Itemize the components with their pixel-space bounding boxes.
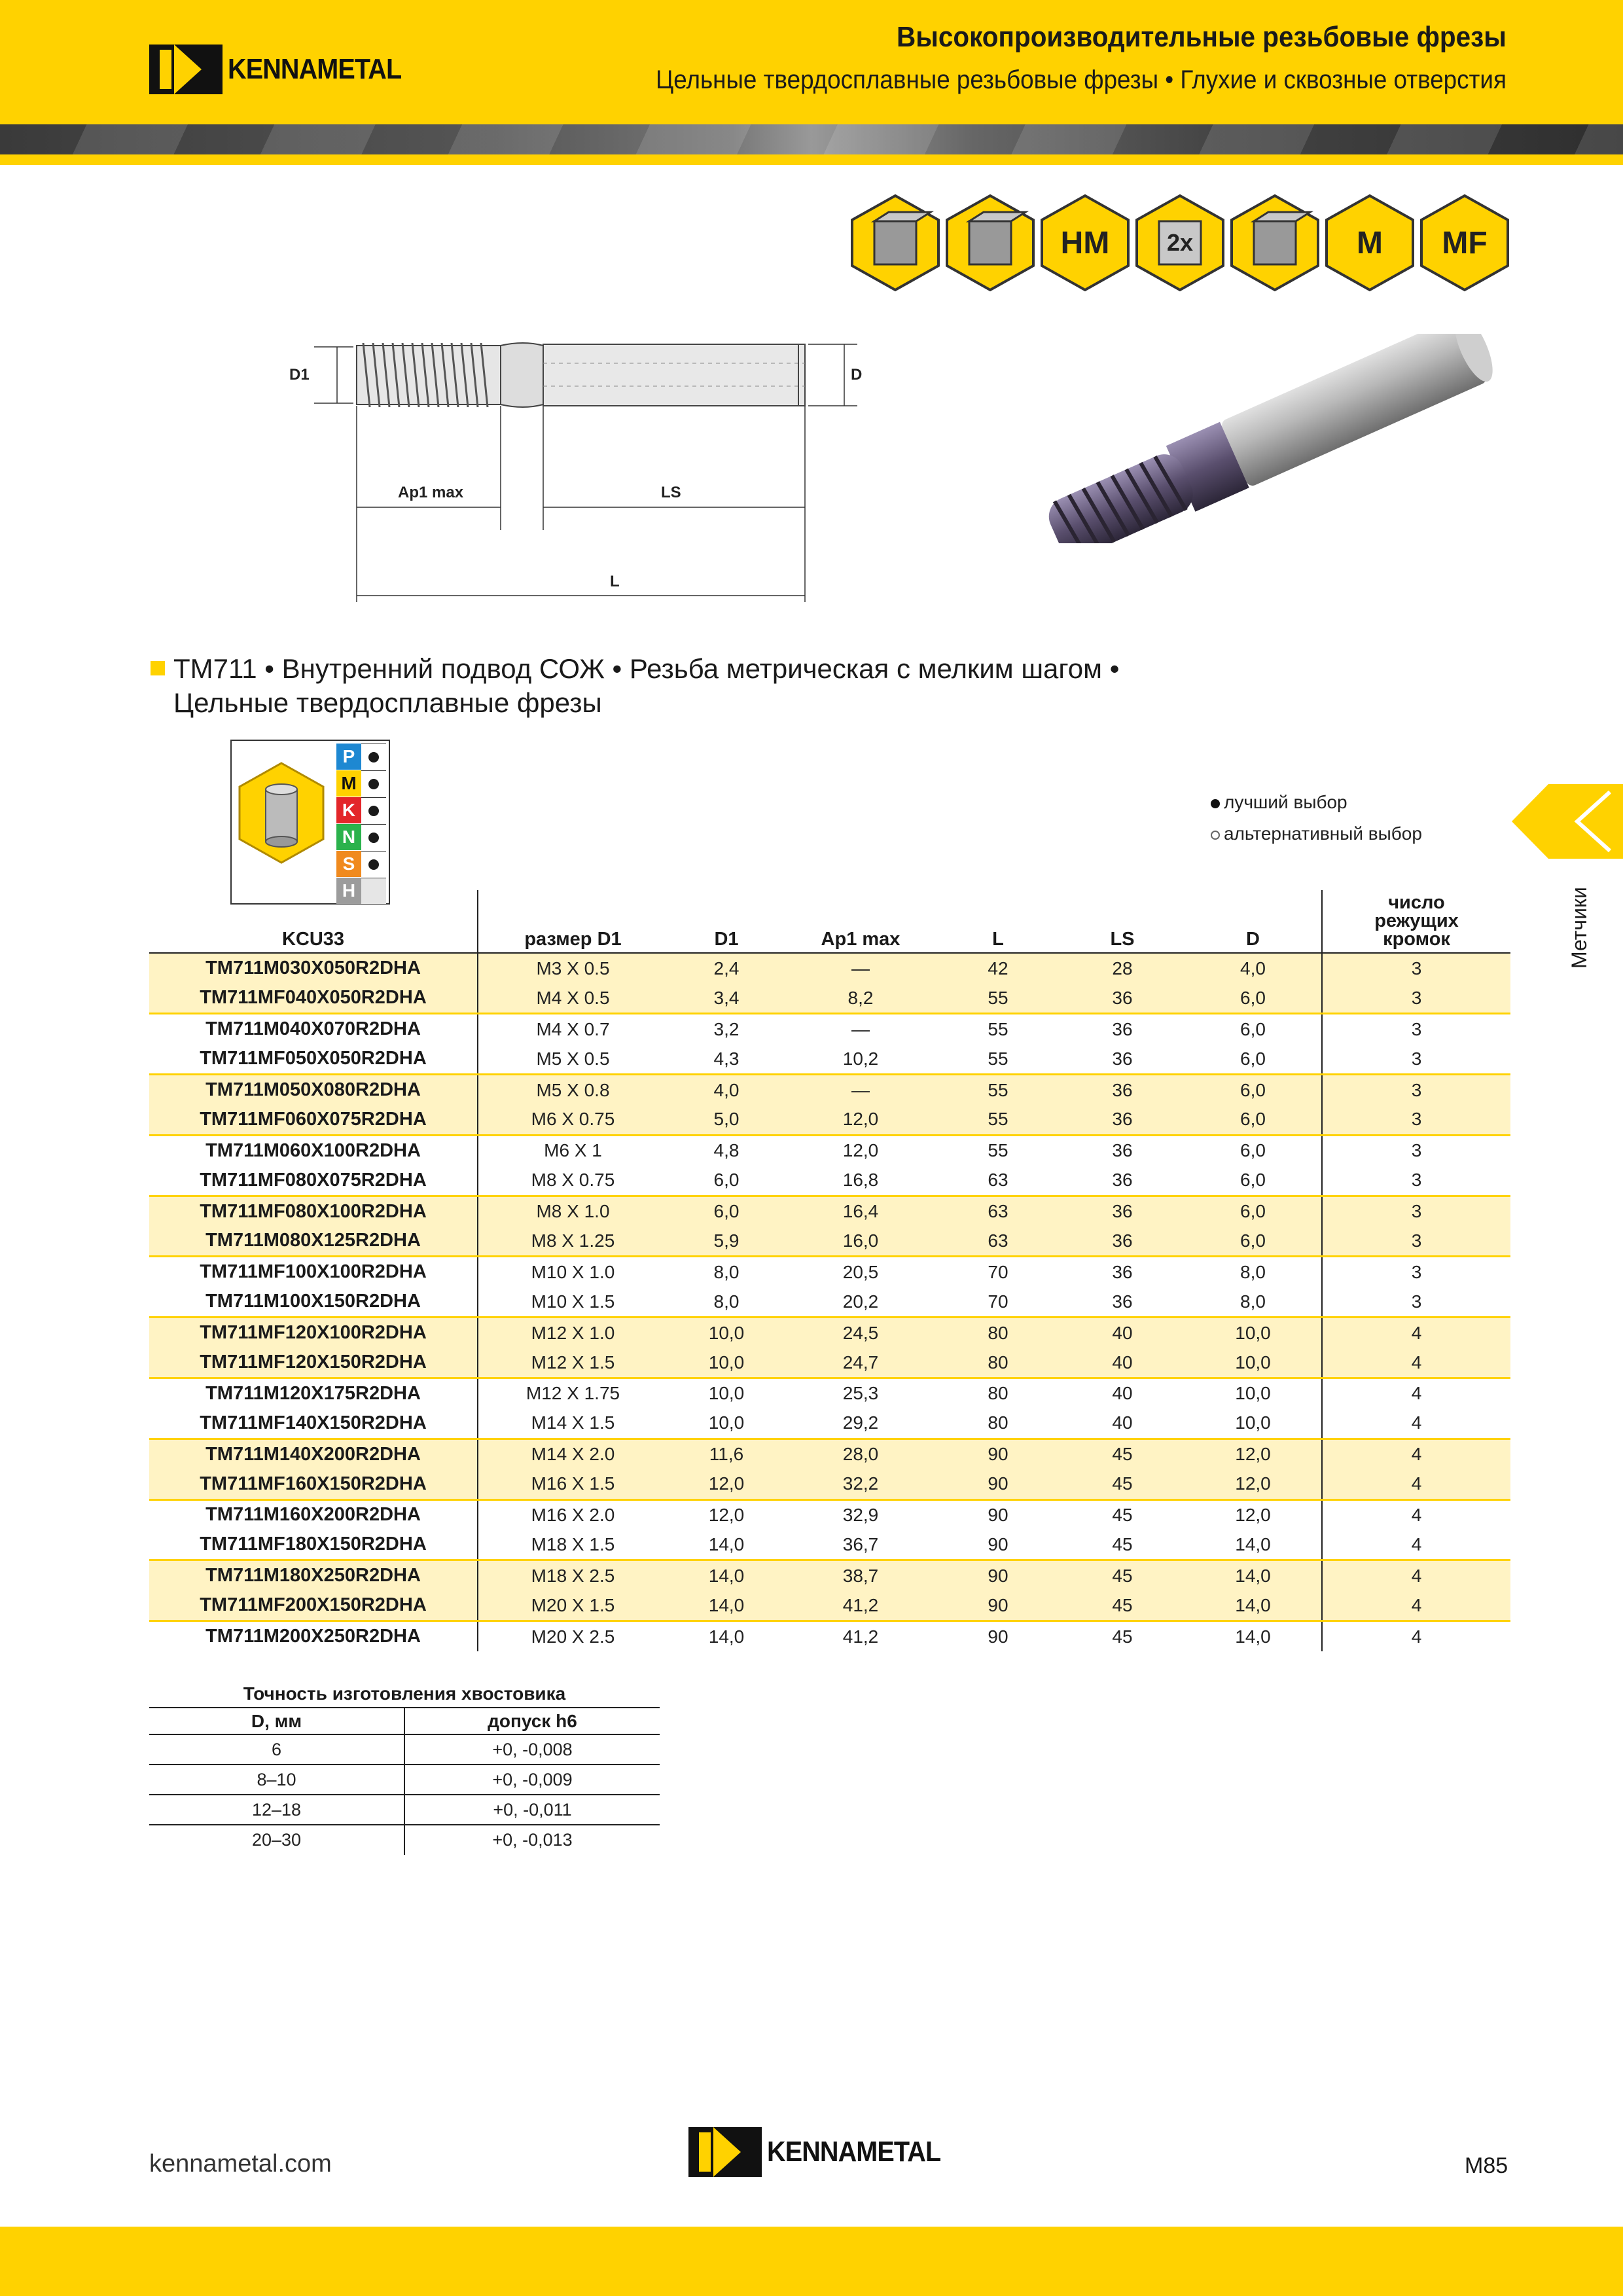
tolerance-row: [149, 1795, 660, 1825]
table-cell: M18 X 2.5: [478, 1560, 668, 1590]
table-cell: 4,3: [668, 1044, 785, 1074]
table-cell: 90: [936, 1560, 1060, 1590]
col-header: KCU33: [149, 890, 478, 953]
table-cell: 4: [1322, 1560, 1510, 1590]
table-cell: 6,0: [1185, 1014, 1322, 1044]
table-cell: 4: [1322, 1408, 1510, 1439]
table-cell: 45: [1060, 1439, 1185, 1469]
table-cell: TM711M160X200R2DHA: [149, 1499, 478, 1530]
table-cell: 10,0: [668, 1348, 785, 1378]
table-cell: 63: [936, 1227, 1060, 1257]
table-cell: 28,0: [785, 1439, 936, 1469]
table-cell: 4: [1322, 1590, 1510, 1621]
table-cell: 25,3: [842, 1383, 879, 1404]
table-cell: 10,0: [1185, 1408, 1322, 1439]
material-k: K: [336, 797, 361, 823]
tolerance-caption: Точность изготовления хвостовика: [149, 1683, 660, 1708]
table-cell: 14,0: [1185, 1621, 1322, 1651]
table-cell: 4: [1322, 1469, 1510, 1499]
icon-label: MF: [1442, 225, 1488, 260]
table-cell: 3: [1322, 1227, 1510, 1257]
table-cell: 3,2: [713, 1018, 740, 1039]
table-cell: M4 X 0.7: [536, 1018, 610, 1039]
table-cell: 63: [936, 1166, 1060, 1196]
table-cell: M20 X 1.5: [478, 1590, 668, 1621]
table-cell: 45: [1060, 1560, 1185, 1590]
table-cell: 10,0: [668, 1408, 785, 1439]
table-cell: TM711MF060X075R2DHA: [149, 1105, 478, 1135]
table-cell: 10,0: [1185, 1318, 1322, 1348]
table-row: [149, 1257, 1510, 1287]
table-cell: 10,0: [1185, 1348, 1322, 1378]
table-cell: 24,7: [785, 1348, 936, 1378]
footer-band: [0, 2227, 1623, 2296]
table-cell: 4: [1411, 1504, 1422, 1525]
table-cell: 12,0: [785, 1105, 936, 1135]
col-header: число режущих кромок: [1322, 890, 1510, 953]
table-cell: 4: [1322, 1318, 1510, 1348]
table-cell: 36: [1060, 1196, 1185, 1226]
table-cell: TM711MF080X100R2DHA: [149, 1196, 478, 1226]
table-cell: TM711M080X125R2DHA: [149, 1227, 478, 1257]
table-cell: 12,0: [668, 1469, 785, 1499]
table-cell: 12,0: [708, 1504, 745, 1525]
table-cell: +0, -0,011: [404, 1795, 660, 1825]
side-tab-label: Метчики: [1567, 887, 1591, 969]
table-cell: 6: [149, 1734, 404, 1765]
legend-best: лучший выбор: [1211, 792, 1347, 813]
filled-dot-icon: [368, 779, 379, 789]
table-cell: TM711M140X200R2DHA: [149, 1439, 478, 1469]
table-cell: 4: [1322, 1348, 1510, 1378]
table-cell: 55: [988, 1018, 1008, 1039]
table-cell: 28: [1060, 953, 1185, 983]
hm-icon: [1039, 194, 1131, 292]
table-cell: 41,2: [785, 1590, 936, 1621]
table-cell: 4: [1411, 1626, 1422, 1647]
table-cell: 36: [1060, 1227, 1185, 1257]
table-cell: M4 X 0.5: [478, 983, 668, 1013]
table-cell: 16,0: [785, 1227, 936, 1257]
table-cell: TM711M180X250R2DHA: [149, 1560, 478, 1590]
table-cell: 8,0: [1185, 1257, 1322, 1287]
table-cell: 80: [936, 1348, 1060, 1378]
table-cell: 80: [988, 1383, 1008, 1404]
section-title: TM711 • Внутренний подвод СОЖ • Резьба метрическая с мелким шагом • Цельные твердосплавные фрезы: [173, 653, 1120, 718]
section-bullet: [151, 661, 165, 675]
table-cell: TM711M120X175R2DHA: [149, 1378, 478, 1408]
table-cell: 24,5: [785, 1318, 936, 1348]
col-header: D, мм: [149, 1708, 404, 1734]
table-cell: M14 X 1.5: [478, 1408, 668, 1439]
filled-dot-icon: [1211, 799, 1220, 808]
filled-dot-icon: [368, 859, 379, 870]
logo-text: KENNAMETAL: [767, 2136, 941, 2168]
table-cell: 20,2: [785, 1287, 936, 1317]
tool-outline: [357, 343, 805, 407]
table-cell: 42: [936, 953, 1060, 983]
table-cell: 6,0: [1185, 1075, 1322, 1105]
table-cell: 6,0: [668, 1166, 785, 1196]
table-cell: 4,0: [668, 1075, 785, 1105]
table-cell: 36: [1060, 1166, 1185, 1196]
table-row: [149, 1439, 1510, 1469]
table-cell: 8–10: [149, 1765, 404, 1795]
footer-logo: [688, 2127, 960, 2177]
table-row: [149, 1530, 1510, 1560]
table-cell: TM711M200X250R2DHA: [149, 1621, 478, 1651]
table-cell: 10,2: [785, 1044, 936, 1074]
table-cell: TM711MF050X050R2DHA: [149, 1044, 478, 1074]
mf-thread-icon: [1419, 194, 1510, 292]
material-s: S: [336, 851, 361, 877]
dim-label-d1: D1: [289, 366, 310, 384]
kennametal-logo: [149, 45, 421, 94]
table-cell: 80: [936, 1318, 1060, 1348]
table-cell: M12 X 1.5: [478, 1348, 668, 1378]
table-cell: 90: [936, 1590, 1060, 1621]
table-cell: 11,6: [668, 1439, 785, 1469]
table-cell: 36: [1112, 1140, 1133, 1161]
table-cell: TM711M100X150R2DHA: [149, 1287, 478, 1317]
table-cell: TM711M050X080R2DHA: [149, 1075, 478, 1105]
table-cell: M5 X 0.8: [478, 1075, 668, 1105]
table-cell: M10 X 1.0: [531, 1261, 615, 1282]
material-rating: [361, 797, 386, 823]
table-row: [149, 1318, 1510, 1348]
dim-label-d: D: [851, 366, 863, 384]
material-m: M: [336, 770, 361, 797]
table-cell: TM711MF120X150R2DHA: [149, 1348, 478, 1378]
table-cell: 14,0: [1185, 1590, 1322, 1621]
page-number: M85: [1465, 2153, 1508, 2178]
table-cell: 12,0: [1185, 1469, 1322, 1499]
table-cell: M5 X 0.5: [478, 1044, 668, 1074]
table-cell: 6,0: [1185, 983, 1322, 1013]
footer-url[interactable]: kennametal.com: [149, 2150, 332, 2178]
table-cell: 36: [1060, 1105, 1185, 1135]
material-p: P: [336, 744, 361, 770]
table-row: [149, 1287, 1510, 1317]
col-header: размер D1: [478, 890, 668, 953]
table-row: [149, 1621, 1510, 1651]
table-cell: 3: [1322, 1166, 1510, 1196]
table-cell: 14,0: [1185, 1560, 1322, 1590]
table-cell: TM711MF120X100R2DHA: [149, 1318, 478, 1348]
table-cell: M16 X 1.5: [478, 1469, 668, 1499]
k-logo-icon: [688, 2127, 762, 2177]
col-header: D1: [668, 890, 785, 953]
material-rating: [361, 824, 386, 850]
table-cell: 3: [1322, 953, 1510, 983]
table-cell: 36: [1060, 1287, 1185, 1317]
tolerance-header-row: [149, 1708, 660, 1734]
table-cell: M8 X 1.25: [478, 1227, 668, 1257]
icon-label: 2x: [1166, 229, 1194, 256]
table-cell: 12,0: [1185, 1499, 1322, 1530]
table-cell: 4: [1411, 1383, 1422, 1404]
table-cell: TM711MF180X150R2DHA: [149, 1530, 478, 1560]
table-cell: —: [785, 953, 936, 983]
icon-label: M: [1357, 225, 1383, 260]
table-cell: 40: [1060, 1408, 1185, 1439]
table-cell: 90: [988, 1626, 1008, 1647]
table-cell: 55: [936, 1075, 1060, 1105]
page-title: Высокопроизводительные резьбовые фрезы: [897, 21, 1507, 53]
table-cell: 41,2: [842, 1626, 879, 1647]
table-cell: 36: [1112, 1018, 1133, 1039]
tolerance-row: [149, 1734, 660, 1765]
table-cell: 63: [936, 1196, 1060, 1226]
material-rating: [361, 770, 386, 797]
table-cell: M12 X 1.0: [478, 1318, 668, 1348]
table-row: [149, 1348, 1510, 1378]
table-cell: 4,8: [713, 1140, 740, 1161]
table-cell: 5,0: [668, 1105, 785, 1135]
table-cell: 4: [1322, 1439, 1510, 1469]
table-cell: 45: [1112, 1626, 1133, 1647]
table-cell: M10 X 1.5: [478, 1287, 668, 1317]
table-row: [149, 1560, 1510, 1590]
table-row: [149, 1105, 1510, 1135]
table-cell: 8,0: [1185, 1287, 1322, 1317]
table-cell: 4: [1322, 1530, 1510, 1560]
table-row: [149, 953, 1510, 983]
blind-hole-thread-icon: [849, 194, 941, 292]
table-row: [149, 1075, 1510, 1105]
filled-dot-icon: [368, 833, 379, 843]
table-cell: 29,2: [785, 1408, 936, 1439]
filled-dot-icon: [368, 806, 379, 816]
table-cell: 32,9: [842, 1504, 879, 1525]
k-logo-icon: [149, 45, 223, 94]
table-cell: 14,0: [668, 1590, 785, 1621]
material-h: H: [336, 878, 361, 904]
m-thread-icon: [1324, 194, 1416, 292]
table-cell: 16,4: [785, 1196, 936, 1226]
table-cell: 40: [1060, 1318, 1185, 1348]
table-cell: 14,0: [668, 1560, 785, 1590]
table-row: [149, 1196, 1510, 1226]
material-n: N: [336, 824, 361, 850]
table-cell: TM711MF160X150R2DHA: [149, 1469, 478, 1499]
product-table: [149, 890, 1510, 1651]
table-cell: 8,0: [668, 1287, 785, 1317]
table-cell: 36: [1060, 983, 1185, 1013]
table-cell: 10,0: [668, 1318, 785, 1348]
table-cell: 3: [1411, 1261, 1422, 1282]
table-cell: 45: [1060, 1530, 1185, 1560]
table-cell: 12–18: [149, 1795, 404, 1825]
table-cell: TM711MF140X150R2DHA: [149, 1408, 478, 1439]
dim-label-ls: LS: [661, 484, 681, 501]
table-cell: 36,7: [785, 1530, 936, 1560]
table-cell: TM711M030X050R2DHA: [149, 953, 478, 983]
table-cell: 5,9: [668, 1227, 785, 1257]
table-cell: 32,2: [785, 1469, 936, 1499]
table-cell: 3: [1322, 1196, 1510, 1226]
table-cell: 45: [1060, 1590, 1185, 1621]
col-header: допуск h6: [404, 1708, 660, 1734]
table-cell: 36: [1112, 1261, 1133, 1282]
table-cell: +0, -0,009: [404, 1765, 660, 1795]
logo-text: KENNAMETAL: [228, 53, 402, 85]
icon-label: HM: [1060, 225, 1110, 260]
table-cell: 90: [936, 1530, 1060, 1560]
table-cell: 40: [1060, 1348, 1185, 1378]
table-cell: 55: [936, 1105, 1060, 1135]
legend-alt: альтернативный выбор: [1211, 823, 1422, 844]
table-cell: M20 X 2.5: [531, 1626, 615, 1647]
table-cell: 16,8: [785, 1166, 936, 1196]
internal-coolant-icon: [1229, 194, 1321, 292]
table-cell: 70: [936, 1287, 1060, 1317]
table-cell: 20,5: [842, 1261, 879, 1282]
table-cell: M12 X 1.75: [526, 1383, 620, 1404]
filled-dot-icon: [368, 752, 379, 762]
table-cell: 6,0: [1185, 1196, 1322, 1226]
material-rating: [361, 851, 386, 877]
table-cell: 6,0: [1185, 1166, 1322, 1196]
table-row: [149, 1499, 1510, 1530]
table-cell: 10,0: [1185, 1378, 1322, 1408]
table-row: [149, 983, 1510, 1013]
table-cell: 6,0: [1185, 1044, 1322, 1074]
tolerance-table: [149, 1683, 660, 1855]
table-cell: TM711M060X100R2DHA: [149, 1135, 478, 1165]
grade-icon: [236, 761, 327, 865]
table-cell: 90: [936, 1439, 1060, 1469]
table-cell: —: [785, 1075, 936, 1105]
table-cell: 12,0: [1185, 1439, 1322, 1469]
table-cell: 6,0: [1185, 1227, 1322, 1257]
table-cell: 3: [1411, 1018, 1422, 1039]
table-cell: TM711MF200X150R2DHA: [149, 1590, 478, 1621]
table-cell: 12,0: [842, 1140, 879, 1161]
table-cell: 4,0: [1185, 953, 1322, 983]
tolerance-row: [149, 1765, 660, 1795]
side-tab-arrow-icon: [1512, 784, 1623, 859]
table-row: [149, 1135, 1510, 1165]
table-cell: 6,0: [1185, 1135, 1322, 1165]
table-cell: 3: [1322, 983, 1510, 1013]
table-cell: 14,0: [1185, 1530, 1322, 1560]
table-cell: 3: [1411, 1140, 1422, 1161]
table-cell: 80: [936, 1408, 1060, 1439]
hollow-dot-icon: [1211, 831, 1220, 840]
table-cell: +0, -0,013: [492, 1830, 573, 1850]
table-cell: 45: [1060, 1469, 1185, 1499]
table-cell: TM711MF080X075R2DHA: [149, 1166, 478, 1196]
col-header: L: [936, 890, 1060, 953]
table-cell: —: [851, 1018, 870, 1039]
table-cell: M14 X 2.0: [478, 1439, 668, 1469]
table-cell: +0, -0,008: [404, 1734, 660, 1765]
table-cell: M18 X 1.5: [478, 1530, 668, 1560]
table-cell: 3: [1322, 1105, 1510, 1135]
table-row: [149, 1227, 1510, 1257]
table-cell: 14,0: [668, 1530, 785, 1560]
table-row: [149, 1044, 1510, 1074]
through-hole-thread-icon: [944, 194, 1036, 292]
table-cell: 8,0: [713, 1261, 740, 1282]
table-cell: 40: [1112, 1383, 1133, 1404]
table-cell: TM711MF100X100R2DHA: [149, 1257, 478, 1287]
dim-label-l: L: [610, 573, 620, 590]
col-header: LS: [1060, 890, 1185, 953]
table-cell: 3: [1322, 1287, 1510, 1317]
table-cell: 6,0: [668, 1196, 785, 1226]
tolerance-row: [149, 1825, 660, 1855]
table-cell: M6 X 0.75: [478, 1105, 668, 1135]
table-cell: 38,7: [785, 1560, 936, 1590]
tool-photo: [1008, 334, 1518, 543]
table-cell: 8,2: [785, 983, 936, 1013]
table-cell: 55: [936, 1044, 1060, 1074]
2x-depth-icon: [1134, 194, 1226, 292]
table-cell: 20–30: [149, 1825, 404, 1855]
table-row: [149, 1408, 1510, 1439]
table-cell: 3: [1322, 1044, 1510, 1074]
table-cell: 36: [1060, 1075, 1185, 1105]
table-cell: 14,0: [708, 1626, 745, 1647]
table-row: [149, 1469, 1510, 1499]
table-cell: 2,4: [668, 953, 785, 983]
table-cell: M6 X 1: [544, 1140, 602, 1161]
table-cell: 45: [1112, 1504, 1133, 1525]
table-row: [149, 1378, 1510, 1408]
table-cell: 55: [936, 983, 1060, 1013]
table-header-row: [149, 890, 1510, 953]
table-cell: TM711MF040X050R2DHA: [149, 983, 478, 1013]
material-rating: [361, 744, 386, 770]
col-header: Ap1 max: [785, 890, 936, 953]
table-cell: 36: [1060, 1044, 1185, 1074]
table-cell: TM711M040X070R2DHA: [149, 1014, 478, 1044]
table-cell: M3 X 0.5: [478, 953, 668, 983]
tool-drawing: [275, 327, 1008, 628]
table-cell: 3: [1322, 1075, 1510, 1105]
table-row: [149, 1166, 1510, 1196]
table-cell: M8 X 0.75: [478, 1166, 668, 1196]
page-subtitle: Цельные твердосплавные резьбовые фрезы • Глухие и сквозные отверстия: [656, 65, 1507, 94]
table-cell: 55: [988, 1140, 1008, 1161]
table-cell: M16 X 2.0: [531, 1504, 615, 1525]
table-cell: 90: [936, 1469, 1060, 1499]
col-header: D: [1185, 890, 1322, 953]
table-cell: 90: [988, 1504, 1008, 1525]
table-cell: 6,0: [1185, 1105, 1322, 1135]
table-cell: M8 X 1.0: [478, 1196, 668, 1226]
table-cell: 10,0: [708, 1383, 745, 1404]
table-cell: 3,4: [668, 983, 785, 1013]
table-row: [149, 1014, 1510, 1044]
dim-label-ap1: Ap1 max: [398, 484, 464, 501]
table-row: [149, 1590, 1510, 1621]
table-cell: 70: [988, 1261, 1008, 1282]
material-box: [230, 740, 390, 905]
